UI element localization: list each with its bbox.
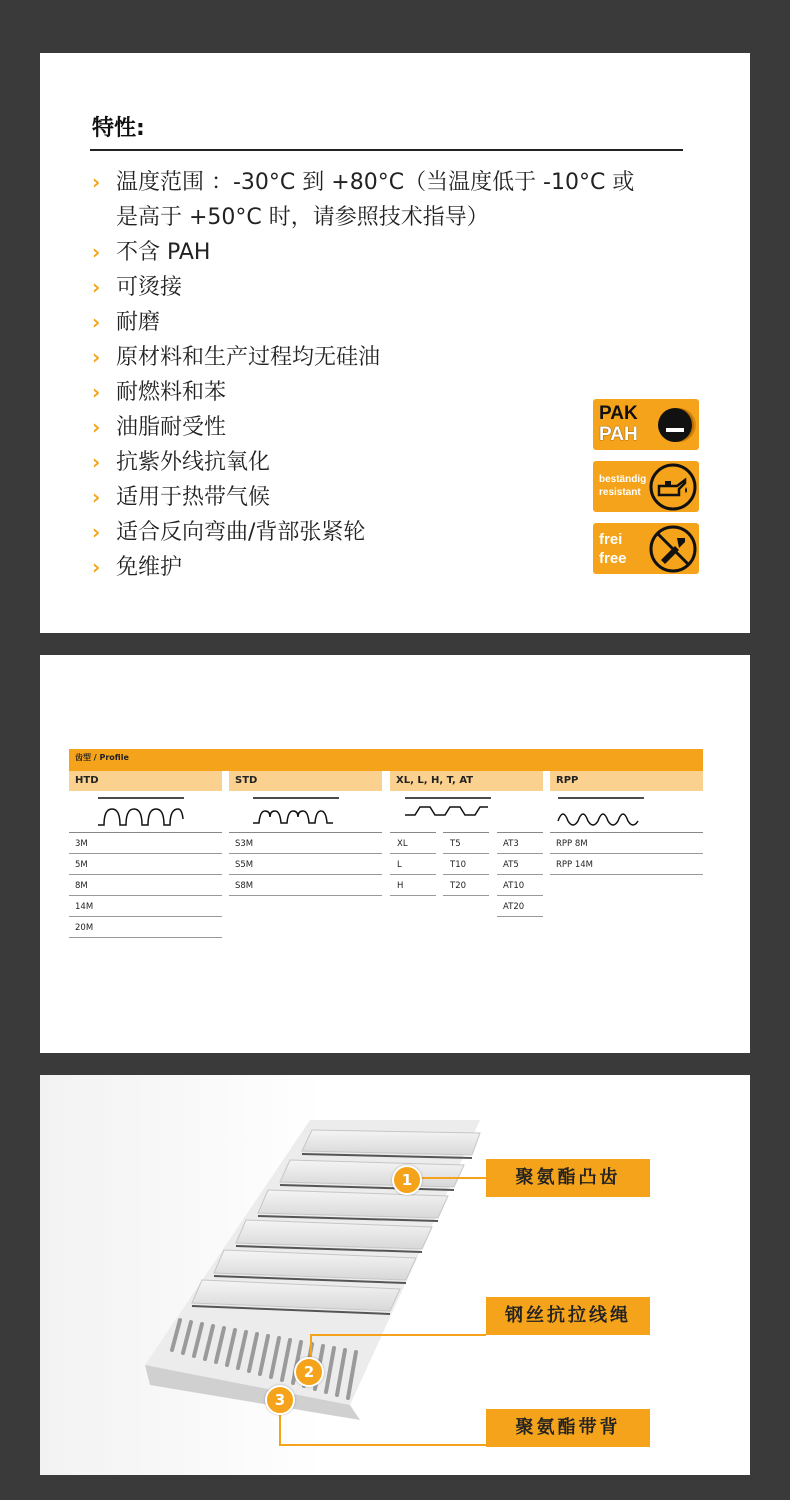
feature-item: › 原材料和生产过程均无硅油 [92, 340, 652, 375]
column-header-htd: HTD [69, 771, 222, 791]
table-cell: S8M [235, 881, 254, 891]
table-cell: 3M [75, 839, 88, 849]
marker-1: 1 [392, 1165, 422, 1195]
feature-item: › 可烫接 [92, 270, 652, 305]
feature-item: › 温度范围 ：-30°C 到 +80°C（当温度低于 -10°C 或是高于 +50°C 时，请参照技术指导） [92, 165, 652, 235]
profiles-card [40, 655, 750, 1053]
divider [69, 832, 222, 833]
table-cell: S3M [235, 839, 254, 849]
table-cell: RPP 14M [556, 860, 594, 870]
features-divider [90, 149, 683, 151]
divider [443, 832, 489, 833]
profiles-header: 齿型 / Profile [69, 749, 703, 771]
chevron-right-icon: › [92, 555, 101, 579]
table-cell: H [397, 881, 404, 891]
callout-line [420, 1177, 486, 1179]
chevron-right-icon: › [92, 310, 101, 334]
table-cell: RPP 8M [556, 839, 588, 849]
silicone-free-badge: frei free [593, 523, 699, 574]
oil-resistant-badge: beständig resistant [593, 461, 699, 512]
divider [390, 832, 436, 833]
label-belt-back: 聚氨酯带背 [486, 1409, 650, 1447]
table-cell: 14M [75, 902, 94, 912]
table-cell: S5M [235, 860, 254, 870]
std-tooth-icon [250, 795, 342, 831]
table-cell: T5 [450, 839, 461, 849]
table-cell: T20 [450, 881, 467, 891]
column-header-std: STD [229, 771, 382, 791]
chevron-right-icon: › [92, 345, 101, 369]
table-cell: AT10 [503, 881, 525, 891]
callout-line [310, 1334, 486, 1336]
feature-item: › 适合反向弯曲/背部张紧轮 [92, 515, 652, 550]
callout-line [279, 1444, 486, 1446]
features-card [40, 53, 750, 633]
chevron-right-icon: › [92, 380, 101, 404]
no-tools-icon [647, 524, 697, 573]
table-cell: 8M [75, 881, 88, 891]
chevron-right-icon: › [92, 240, 101, 264]
chevron-right-icon: › [92, 415, 101, 439]
feature-item: › 耐燃料和苯 [92, 375, 652, 410]
table-cell: 20M [75, 923, 94, 933]
column-header-rpp: RPP [550, 771, 703, 791]
minus-circle-icon [653, 400, 697, 449]
chevron-right-icon: › [92, 520, 101, 544]
pah-free-badge: PAK PAH [593, 399, 699, 450]
divider [497, 832, 543, 833]
divider [229, 832, 382, 833]
table-cell: AT3 [503, 839, 519, 849]
callout-line [279, 1413, 281, 1445]
features-title: 特性: [92, 116, 145, 141]
chevron-right-icon: › [92, 450, 101, 474]
features-list [92, 165, 652, 585]
feature-item: › 不含 PAH [92, 235, 652, 270]
rpp-tooth-icon [555, 795, 647, 831]
table-cell: XL [397, 839, 408, 849]
callout-line [310, 1334, 312, 1359]
structure-card [40, 1075, 750, 1475]
table-cell: T10 [450, 860, 467, 870]
htd-tooth-icon [95, 795, 187, 831]
feature-item: › 适用于热带气候 [92, 480, 652, 515]
table-cell: AT20 [503, 902, 525, 912]
label-steel-cord: 钢丝抗拉线绳 [486, 1297, 650, 1335]
marker-3: 3 [265, 1385, 295, 1415]
feature-item: › 免维护 [92, 550, 652, 585]
column-header-xl: XL, L, H, T, AT [390, 771, 543, 791]
table-cell: 5M [75, 860, 88, 870]
feature-item: › 耐磨 [92, 305, 652, 340]
chevron-right-icon: › [92, 485, 101, 509]
label-teeth: 聚氨酯凸齿 [486, 1159, 650, 1197]
table-cell: AT5 [503, 860, 519, 870]
trapezoid-tooth-icon [402, 795, 494, 831]
table-cell: L [397, 860, 402, 870]
feature-item: › 油脂耐受性 [92, 410, 652, 445]
oil-can-icon [647, 462, 697, 511]
marker-2: 2 [294, 1357, 324, 1387]
divider [550, 832, 703, 833]
feature-item: › 抗紫外线抗氧化 [92, 445, 652, 480]
chevron-right-icon: › [92, 170, 101, 194]
chevron-right-icon: › [92, 275, 101, 299]
